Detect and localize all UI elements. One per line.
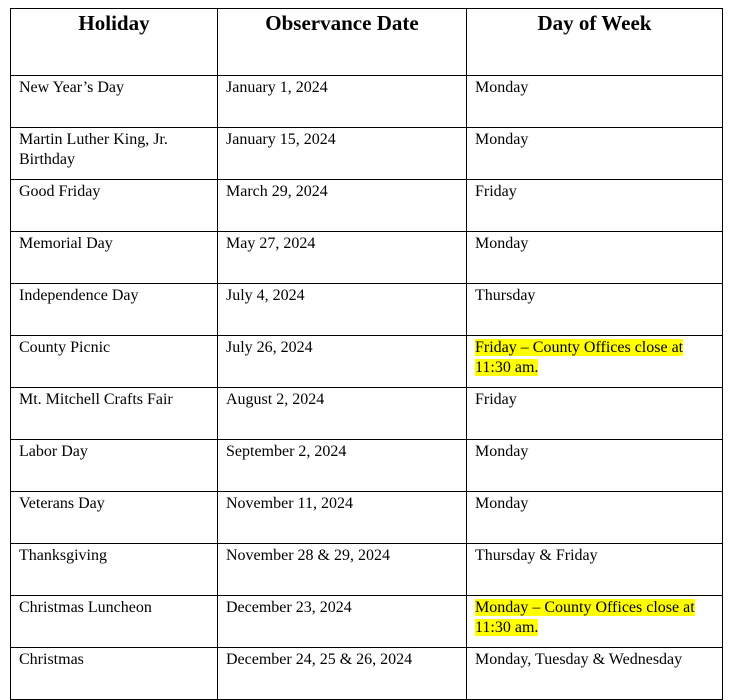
holiday-name: Good Friday [19, 183, 101, 200]
day-cell [467, 284, 723, 336]
observance-date: December 24, 25 & 26, 2024 [226, 651, 413, 668]
day-cell [467, 336, 723, 388]
observance-date: July 4, 2024 [226, 287, 305, 304]
header-day-of-week: Day of Week [467, 9, 723, 76]
day-cell [467, 648, 723, 700]
observance-date: July 26, 2024 [226, 339, 313, 356]
header-holiday: Holiday [11, 9, 218, 76]
date-cell [218, 596, 467, 648]
day-of-week: Thursday & Friday [475, 547, 598, 564]
table-row [11, 284, 723, 336]
table-row [11, 440, 723, 492]
day-of-week: Monday [475, 443, 529, 460]
holiday-cell [11, 596, 218, 648]
date-cell [218, 232, 467, 284]
header-observance-date: Observance Date [218, 9, 467, 76]
day-cell [467, 180, 723, 232]
day-cell [467, 76, 723, 128]
date-cell [218, 284, 467, 336]
day-cell [467, 232, 723, 284]
holiday-name: Labor Day [19, 443, 88, 460]
table-row [11, 596, 723, 648]
holiday-name: Veterans Day [19, 495, 105, 512]
observance-date: August 2, 2024 [226, 391, 325, 408]
holiday-schedule-table [10, 8, 723, 700]
day-cell [467, 440, 723, 492]
day-of-week: Monday [475, 235, 529, 252]
table-row [11, 648, 723, 700]
day-of-week: Friday [475, 183, 517, 200]
day-cell [467, 544, 723, 596]
day-cell [467, 492, 723, 544]
holiday-cell [11, 492, 218, 544]
holiday-cell [11, 544, 218, 596]
holiday-cell [11, 232, 218, 284]
holiday-cell [11, 388, 218, 440]
day-of-week: Friday [475, 391, 517, 408]
table-row [11, 76, 723, 128]
holiday-name: Christmas [19, 651, 84, 668]
holiday-cell [11, 648, 218, 700]
holiday-name: Independence Day [19, 287, 139, 304]
holiday-name: Martin Luther King, Jr. Birthday [19, 131, 168, 168]
date-cell [218, 440, 467, 492]
holiday-name: Memorial Day [19, 235, 113, 252]
holiday-cell [11, 76, 218, 128]
date-cell [218, 180, 467, 232]
table-row [11, 544, 723, 596]
date-cell [218, 492, 467, 544]
holiday-cell [11, 284, 218, 336]
observance-date: January 15, 2024 [226, 131, 336, 148]
date-cell [218, 76, 467, 128]
day-cell [467, 388, 723, 440]
holiday-cell [11, 336, 218, 388]
date-cell [218, 648, 467, 700]
holiday-name: Thanksgiving [19, 547, 107, 564]
observance-date: December 23, 2024 [226, 599, 352, 616]
day-of-week: Monday [475, 131, 529, 148]
holiday-cell [11, 180, 218, 232]
observance-date: January 1, 2024 [226, 79, 328, 96]
observance-date: September 2, 2024 [226, 443, 347, 460]
day-of-week: Monday [475, 495, 529, 512]
holiday-cell [11, 440, 218, 492]
table-row [11, 388, 723, 440]
holiday-name: New Year’s Day [19, 79, 125, 96]
date-cell [218, 128, 467, 180]
date-cell [218, 544, 467, 596]
day-cell [467, 596, 723, 648]
day-of-week: Thursday [475, 287, 536, 304]
highlighted-day-note: Friday – County Offices close at 11:30 am. [475, 339, 684, 376]
observance-date: March 29, 2024 [226, 183, 328, 200]
highlighted-day-note: Monday – County Offices close at 11:30 am. [475, 599, 695, 636]
holiday-name: County Picnic [19, 339, 111, 356]
table-row [11, 180, 723, 232]
day-of-week: Monday [475, 79, 529, 96]
header-row [11, 9, 723, 76]
observance-date: November 28 & 29, 2024 [226, 547, 390, 564]
observance-date: May 27, 2024 [226, 235, 316, 252]
table-row [11, 128, 723, 180]
date-cell [218, 336, 467, 388]
day-cell [467, 128, 723, 180]
table-row [11, 492, 723, 544]
table-row [11, 336, 723, 388]
observance-date: November 11, 2024 [226, 495, 353, 512]
day-of-week: Monday, Tuesday & Wednesday [475, 651, 683, 668]
holiday-name: Christmas Luncheon [19, 599, 152, 616]
holiday-cell [11, 128, 218, 180]
table-row [11, 232, 723, 284]
holiday-name: Mt. Mitchell Crafts Fair [19, 391, 173, 408]
date-cell [218, 388, 467, 440]
